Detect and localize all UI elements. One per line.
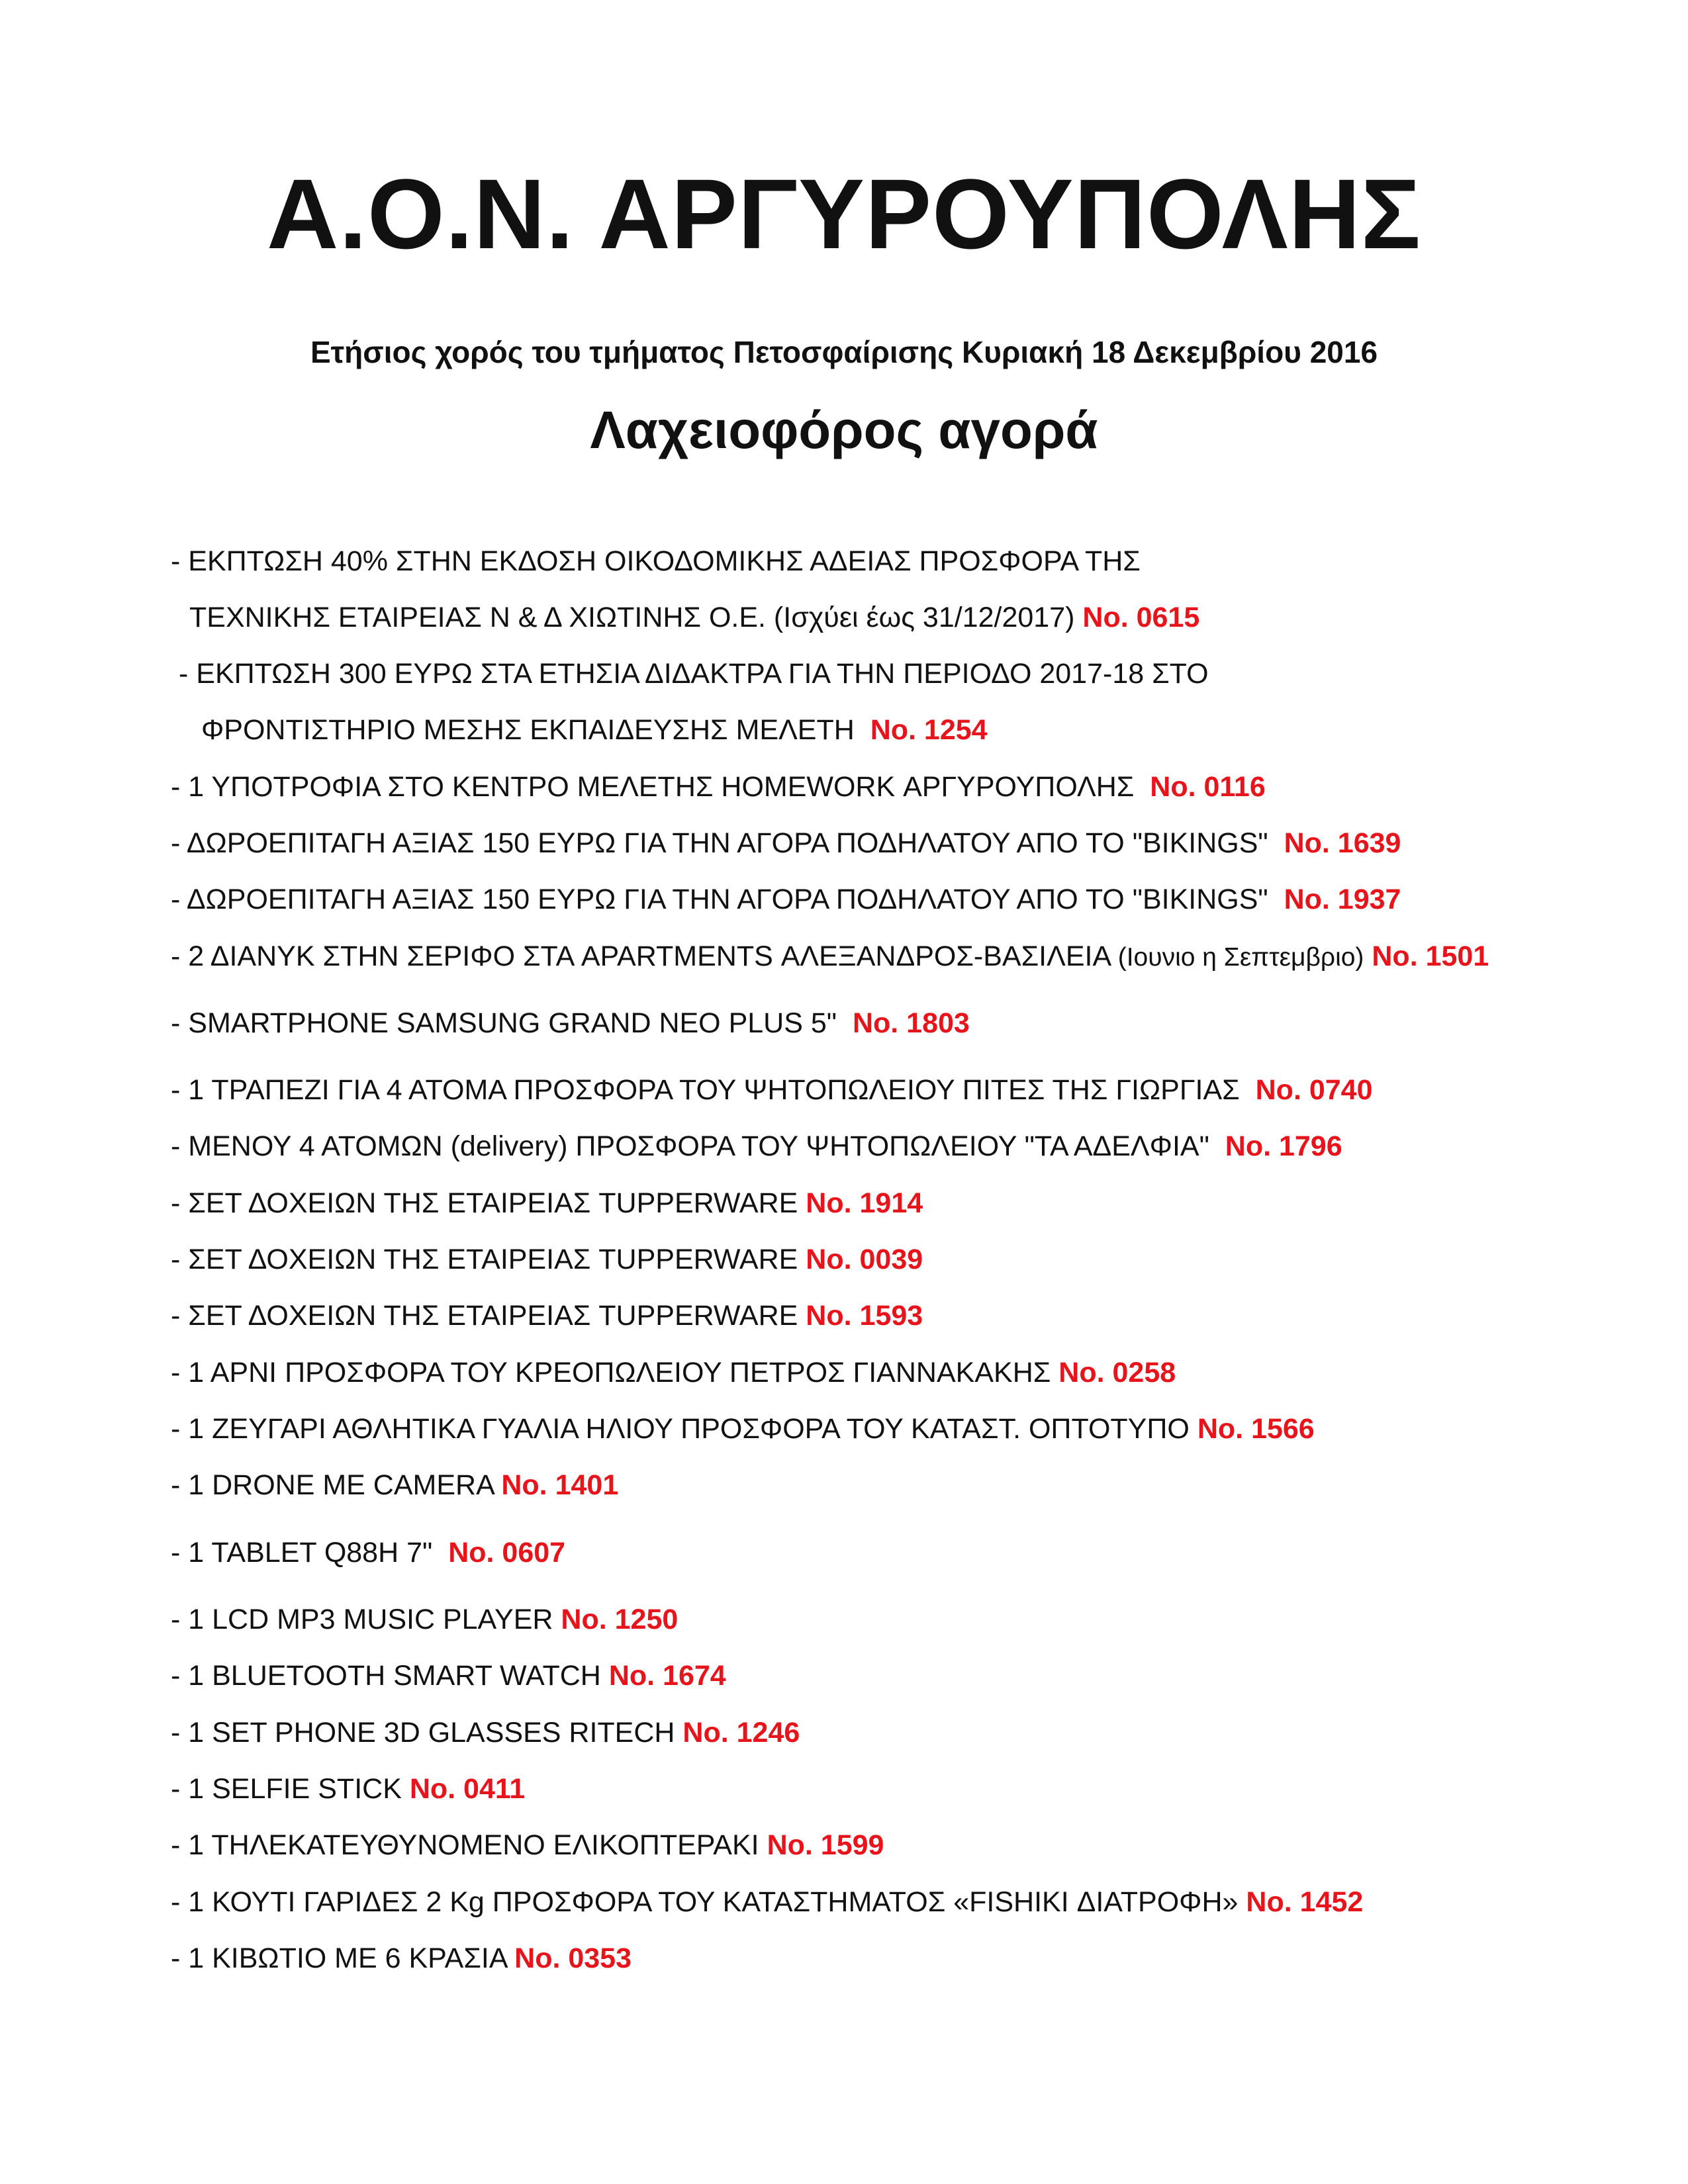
- prize-line: [179, 654, 1209, 694]
- prize-line: [171, 823, 1401, 863]
- prize-line: [171, 1713, 800, 1752]
- ticket-number: No. 1914: [806, 1187, 923, 1219]
- lottery-heading: Λαχειοφόρος αγορά: [590, 400, 1098, 459]
- prize-line: [171, 1656, 726, 1696]
- ticket-number: No. 1639: [1284, 827, 1401, 859]
- ticket-number: No. 1254: [870, 714, 988, 746]
- prize-line: [171, 1409, 1315, 1449]
- ticket-number: No. 1452: [1246, 1886, 1364, 1918]
- prize-text: - 1 ΥΠΟΤΡΟΦΙΑ ΣΤΟ ΚΕΝΤΡΟ ΜΕΛΕΤΗΣ HOMEWORK ΑΡΓΥΡΟΥΠΟΛΗΣ: [171, 771, 1135, 803]
- event-subtitle: Ετήσιος χορός του τμήματος Πετοσφαίρισης Κυριακή 18 Δεκεμβρίου 2016: [310, 335, 1378, 369]
- prize-text: - 1 ΚΟΥΤΙ ΓΑΡΙΔΕΣ 2 Kg ΠΡΟΣΦΟΡΑ ΤΟΥ ΚΑΤΑΣΤΗΜΑΤΟΣ «FISHIKI ΔΙΑΤΡΟΦΗ»: [171, 1886, 1239, 1918]
- ticket-number: No. 1593: [806, 1300, 923, 1332]
- ticket-number: No. 1599: [767, 1829, 884, 1861]
- prize-line: [171, 1533, 565, 1572]
- prize-text: - 1 TABLET Q88H 7": [171, 1537, 433, 1569]
- ticket-number: No. 0607: [448, 1537, 566, 1569]
- prize-text: - 1 BLUETOOTH SMART WATCH: [171, 1660, 601, 1692]
- prize-text: - ΣΕΤ ΔΟΧΕΙΩΝ ΤΗΣ ΕΤΑΙΡΕΙΑΣ TUPPERWARE: [171, 1187, 798, 1219]
- ticket-number: No. 1250: [561, 1604, 679, 1635]
- prize-text: - 1 ΤΗΛΕΚΑΤΕΥΘΥΝΟΜΕΝΟ ΕΛΙΚΟΠΤΕΡΑΚΙ: [171, 1829, 759, 1861]
- prize-line: [171, 1465, 618, 1505]
- prize-text: - ΕΚΠΤΩΣΗ 40% ΣΤΗΝ ΕΚΔΟΣΗ ΟΙΚΟΔΟΜΙΚΗΣ ΑΔΕΙΑΣ ΠΡΟΣΦΟΡΑ ΤΗΣ: [171, 545, 1141, 577]
- prize-text: - SMARTPHONE SAMSUNG GRAND NEO PLUS 5": [171, 1007, 837, 1039]
- ticket-number: No. 1401: [501, 1469, 619, 1501]
- prize-text: - ΕΚΠΤΩΣΗ 300 ΕΥΡΩ ΣΤΑ ΕΤΗΣΙΑ ΔΙΔΑΚΤΡΑ ΓΙΑ ΤΗΝ ΠΕΡΙΟΔΟ 2017-18 ΣΤΟ: [179, 658, 1209, 690]
- prize-text: - ΣΕΤ ΔΟΧΕΙΩΝ ΤΗΣ ΕΤΑΙΡΕΙΑΣ TUPPERWARE: [171, 1300, 798, 1332]
- ticket-number: No. 1803: [852, 1007, 970, 1039]
- prize-note: (Ιουνιο η Σεπτεμβριο): [1117, 943, 1364, 972]
- prize-line: [171, 936, 1489, 978]
- prize-line: [171, 1070, 1373, 1110]
- ticket-number: No. 1501: [1372, 940, 1489, 972]
- prize-line: [171, 1296, 923, 1336]
- prize-line: [171, 1938, 632, 1978]
- ticket-number: No. 0615: [1082, 602, 1200, 633]
- prize-text: - 2 ΔΙΑΝΥΚ ΣΤΗΝ ΣΕΡΙΦΟ ΣΤΑ APARTMENTS ΑΛΕΞΑΝΔΡΟΣ-ΒΑΣΙΛΕΙΑ: [171, 940, 1110, 972]
- prize-text: - ΔΩΡΟΕΠΙΤΑΓΗ ΑΞΙΑΣ 150 ΕΥΡΩ ΓΙΑ ΤΗΝ ΑΓΟΡΑ ΠΟΔΗΛΑΤΟΥ ΑΠΟ ΤΟ "BIKINGS": [171, 884, 1268, 915]
- prize-text: ΦΡΟΝΤΙΣΤΗΡΙΟ ΜΕΣΗΣ ΕΚΠΑΙΔΕΥΣΗΣ ΜΕΛΕΤΗ: [201, 714, 855, 746]
- prize-text: - 1 LCD MP3 MUSIC PLAYER: [171, 1604, 553, 1635]
- prize-text: - ΜΕΝΟΥ 4 ΑΤΟΜΩΝ (delivery) ΠΡΟΣΦΟΡΑ ΤΟΥ ΨΗΤΟΠΩΛΕΙΟΥ "ΤΑ ΑΔΕΛΦΙΑ": [171, 1130, 1209, 1162]
- prize-text: ΤΕΧΝΙΚΗΣ ΕΤΑΙΡΕΙΑΣ Ν & Δ ΧΙΩΤΙΝΗΣ Ο.Ε. (Ισχύει έως 31/12/2017): [189, 602, 1075, 633]
- ticket-number: No. 1246: [682, 1717, 800, 1749]
- prize-line: [171, 1600, 678, 1639]
- ticket-number: No. 0411: [409, 1773, 526, 1805]
- ticket-number: No. 0116: [1150, 771, 1266, 803]
- prize-line: [171, 1825, 884, 1865]
- prize-text: - 1 SELFIE STICK: [171, 1773, 402, 1805]
- ticket-number: No. 1674: [608, 1660, 726, 1692]
- prize-line: [171, 880, 1401, 919]
- prize-line: [171, 541, 1141, 581]
- ticket-number: No. 0258: [1058, 1357, 1176, 1388]
- prize-line: [171, 1353, 1176, 1392]
- prize-text: - 1 DRONE ΜΕ CAMERA: [171, 1469, 494, 1501]
- prize-text: - 1 SET PHONE 3D GLASSES RITECH: [171, 1717, 675, 1749]
- ticket-number: No. 1796: [1225, 1130, 1342, 1162]
- prize-text: - 1 ΚΙΒΩΤΙΟ ΜΕ 6 ΚΡΑΣΙΑ: [171, 1942, 507, 1974]
- prize-line: [171, 1126, 1342, 1166]
- prize-line: [171, 1183, 923, 1223]
- ticket-number: No. 1937: [1284, 884, 1401, 915]
- prize-text: - 1 ΑΡΝΙ ΠΡΟΣΦΟΡΑ ΤΟΥ ΚΡΕΟΠΩΛΕΙΟΥ ΠΕΤΡΟΣ ΓΙΑΝΝΑΚΑΚΗΣ: [171, 1357, 1051, 1388]
- prize-line: [171, 1769, 525, 1809]
- ticket-number: No. 0740: [1255, 1074, 1373, 1106]
- prize-text: - ΣΕΤ ΔΟΧΕΙΩΝ ΤΗΣ ΕΤΑΙΡΕΙΑΣ TUPPERWARE: [171, 1244, 798, 1275]
- prize-line: [201, 710, 988, 750]
- ticket-number: No. 0039: [806, 1244, 923, 1275]
- club-title: Α.Ο.Ν. ΑΡΓΥΡΟΥΠΟΛΗΣ: [267, 158, 1421, 269]
- prize-line: [171, 767, 1266, 807]
- ticket-number: No. 1566: [1197, 1413, 1315, 1445]
- prize-line: [171, 1003, 970, 1043]
- prize-text: - 1 ΖΕΥΓΑΡΙ ΑΘΛΗΤΙΚΑ ΓΥΑΛΙΑ ΗΛΙΟΥ ΠΡΟΣΦΟΡΑ ΤΟΥ ΚΑΤΑΣΤ. ΟΠΤΟΤΥΠΟ: [171, 1413, 1190, 1445]
- prize-line: [171, 1882, 1363, 1922]
- prize-line: [171, 1240, 923, 1279]
- prize-text: - ΔΩΡΟΕΠΙΤΑΓΗ ΑΞΙΑΣ 150 ΕΥΡΩ ΓΙΑ ΤΗΝ ΑΓΟΡΑ ΠΟΔΗΛΑΤΟΥ ΑΠΟ ΤΟ "BIKINGS": [171, 827, 1268, 859]
- ticket-number: No. 0353: [514, 1942, 632, 1974]
- prize-line: [189, 598, 1199, 637]
- prize-text: - 1 ΤΡΑΠΕΖΙ ΓΙΑ 4 ΑΤΟΜΑ ΠΡΟΣΦΟΡΑ ΤΟΥ ΨΗΤΟΠΩΛΕΙΟΥ ΠΙΤΕΣ ΤΗΣ ΓΙΩΡΓΙΑΣ: [171, 1074, 1240, 1106]
